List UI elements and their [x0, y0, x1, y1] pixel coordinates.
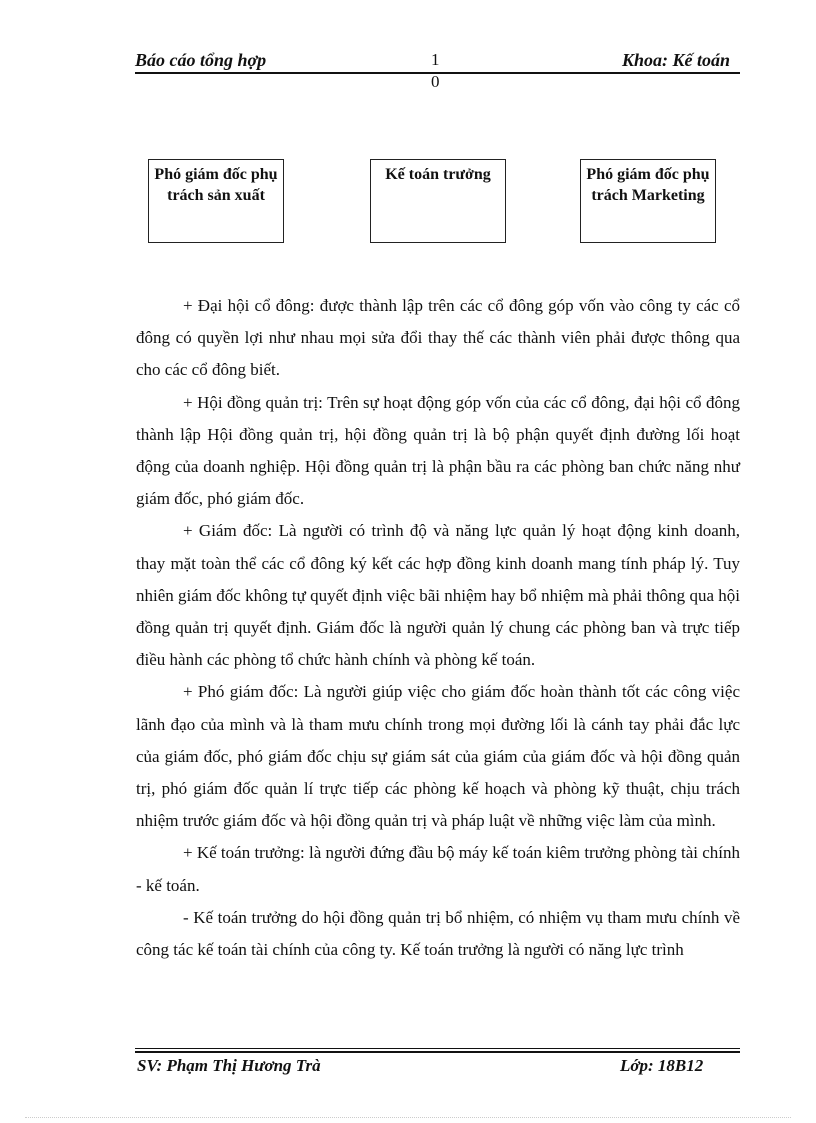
paragraph-shareholders-meeting: + Đại hội cổ đông: được thành lập trên các cổ đông góp vốn vào công ty các cổ đông có quyền lợi như nhau mọi sửa đổi thay thế các thành viên phải được thông qua cho các cổ đông biết. — [136, 296, 740, 380]
paragraph-deputy-director: + Phó giám đốc: Là người giúp việc cho giám đốc hoàn thành tốt các công việc lãnh đạo của mình và là tham mưu chính trong mọi đường lối là cánh tay phải đắc lực của giám đốc, phó giám đốc chịu sự giám sát của giám của giám đốc và hội đồng quản trị, phó giám đốc quản lí trực tiếp các phòng kế hoạch và phòng kỹ thuật, chịu trách nhiệm trước giám đốc và hội đồng quản trị và pháp luật về những việc làm của mình. — [136, 682, 740, 831]
paragraph-chief-accountant-duties: - Kế toán trưởng do hội đồng quản trị bổ nhiệm, có nhiệm vụ tham mưu chính về công tác kế toán tài chính của công ty. Kế toán trưởng là người có năng lực trình — [136, 907, 740, 960]
org-box-deputy-director-production: Phó giám đốc phụ trách sản xuất — [148, 159, 284, 243]
footer-student-name: SV: Phạm Thị Hương Trà — [137, 1056, 321, 1075]
header-report-title: Báo cáo tổng hợp — [135, 50, 267, 70]
paragraph-director: + Giám đốc: Là người có trình độ và năng lực quản lý hoạt động kinh doanh, thay mặt toàn thể các cổ đông ký kết các hợp đồng kinh doanh mang tính pháp lý. Tuy nhiên giám đốc không tự quyết định việc bãi nhiệm hay bổ nhiệm mà phải thông qua hội đồng quản trị quyết định. Giám đốc là người quản lý chung các phòng ban và trực tiếp điều hành các phòng tổ chức hành chính và phòng kế toán. — [136, 521, 740, 670]
footer-rule-thick — [135, 1051, 740, 1053]
footer-rule — [135, 1048, 740, 1049]
page-header — [135, 48, 740, 74]
footer-class: Lớp: 18B12 — [620, 1056, 704, 1075]
org-box-deputy-director-marketing: Phó giám đốc phụ trách Marketing — [580, 159, 716, 243]
header-department: Khoa: Kế toán — [621, 50, 730, 70]
header-page-number-line1: 1 — [431, 50, 440, 69]
paragraph-board-of-directors: + Hội đồng quản trị: Trên sự hoạt động góp vốn của các cổ đông, đại hội cổ đông thành lập Hội đồng quản trị, hội đồng quản trị là bộ phận quyết định đường lối hoạt động của doanh nghiệp. Hội đồng quản trị là phận bầu ra các phòng ban chức năng như giám đốc, phó giám đốc. — [136, 392, 740, 509]
paragraph-chief-accountant: + Kế toán trưởng: là người đứng đầu bộ máy kế toán kiêm trưởng phòng tài chính - kế toán. — [136, 843, 740, 895]
header-page-number-line2: 0 — [431, 72, 440, 91]
org-box-chief-accountant: Kế toán trưởng — [370, 159, 506, 243]
page-edge-divider — [25, 1117, 791, 1118]
body-text — [136, 290, 740, 966]
